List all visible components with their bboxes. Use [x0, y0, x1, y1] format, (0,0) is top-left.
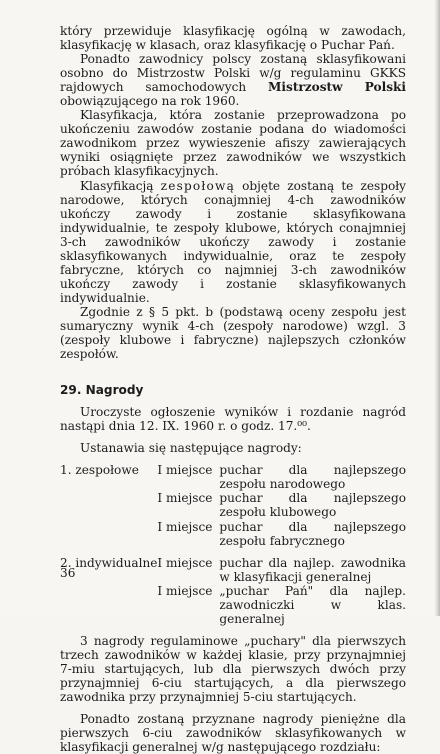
prize-place: I miejsce: [157, 519, 213, 534]
prize-category: [60, 584, 157, 626]
paragraph-classification: Klasyfikacja, która zostanie przeprowadzona po ukończeniu zawodów zostanie podana do wiadomości zawodnikom przez wywieszenie afiszy zawierających wyniki osiągnięte przez zawodników we wszystkich próbach klasyfikacyjnych.: [60, 108, 406, 179]
paragraph-intro: który przewiduje klasyfikację ogólną w zawodach, klasyfikację w klasach, oraz klasyfikację o Puchar Pań.: [60, 24, 406, 53]
prize-description: „puchar Pań" dla najlep. zawodniczki w klas. generalnej: [219, 583, 406, 626]
prize-place: I miejsce: [157, 463, 213, 478]
prize-table: [60, 463, 406, 626]
prize-description: puchar dla najlepszego zespołu klubowego: [219, 491, 406, 520]
team-text-a: Klasyfikacją: [80, 178, 161, 193]
team-spaced-word: zespołową: [160, 178, 235, 193]
polish-championship-text-b: obowiązującego na rok 1960.: [60, 94, 240, 109]
prize-row: [60, 463, 406, 491]
prize-description: puchar dla najlepszego zespołu narodowego: [219, 463, 406, 492]
paragraph-regulation-prizes: 3 nagrody regulaminowe „puchary" dla pierwszych trzech zawodników w każdej klasie, przy przynajmniej 7-miu startujących, lub dla pierwszych dwóch przy przynajmniej 6-ciu startujących, a dla pierwszego zawodnika przy przynajmniej 5-ciu startujących.: [60, 633, 406, 705]
prize-category: 1. zespołowe: [60, 463, 139, 478]
paragraph-polish-championship: [60, 52, 406, 108]
section-heading: 29. Nagrody: [60, 383, 144, 398]
prize-row: [60, 556, 406, 584]
page-body: [60, 24, 406, 754]
prize-place: I miejsce: [157, 555, 213, 570]
prize-category: [60, 520, 157, 548]
prize-description: puchar dla najlepszego zespołu fabrycznego: [219, 519, 406, 548]
polish-championship-text-a: Ponadto zawodnicy polscy zostaną sklasyfikowani osobno do Mistrzostw Polski w/g regulaminu GKKS rajdowych samochodowych: [60, 52, 406, 95]
prize-description: puchar dla najlep. zawodnika w klasyfikacji generalnej: [219, 555, 406, 584]
paragraph-ceremony: Uroczyste ogłoszenie wyników i rozdanie nagród nastąpi dnia 12. IX. 1960 r. o godz. 17.⁰⁰.: [60, 405, 406, 434]
prize-place: I miejsce: [157, 583, 213, 598]
prize-row: [60, 491, 406, 519]
team-text-b: objęte zostaną te zespoły narodowe, których conajmniej 4-ch zawodników ukończy zawody i zostanie sklasyfikowana indywidualnie, te zespoły klubowe, których conajmniej 3-ch zawodników ukończy zawody i zostanie sklasyfikowanych indywidualnie, oraz te zespoły fabryczne, których co najmniej 3-ch zawodników ukończy zawody i zostanie sklasyfikowanych indywidualnie.: [60, 178, 407, 305]
prize-category: [60, 491, 157, 519]
paragraph-team-classification: [60, 179, 406, 305]
paragraph-establish: Ustanawia się następujące nagrody:: [80, 441, 302, 456]
prize-place: I miejsce: [157, 491, 213, 506]
prize-category: 2. indywidualne: [60, 555, 158, 570]
paragraph-money-prizes: Ponadto zostaną przyznane nagrody pieniężne dla pierwszych 6-ciu zawodników sklasyfikowanych w klasyfikacji generalnej w/g następującego rozdziału:: [60, 712, 406, 754]
prize-row: [60, 520, 406, 548]
page-number: 36: [60, 566, 76, 580]
page-edge-shadow: [434, 0, 440, 616]
polish-championship-bold: Mistrzostw Polski: [268, 80, 406, 95]
prize-row: [60, 584, 406, 626]
paragraph-scoring: Zgodnie z § 5 pkt. b (podstawą oceny zespołu jest sumaryczny wynik 4-ch (zespoły narodowe) wzgl. 3 (zespoły klubowe i fabryczne) najlepszych członków zespołów.: [60, 304, 406, 362]
